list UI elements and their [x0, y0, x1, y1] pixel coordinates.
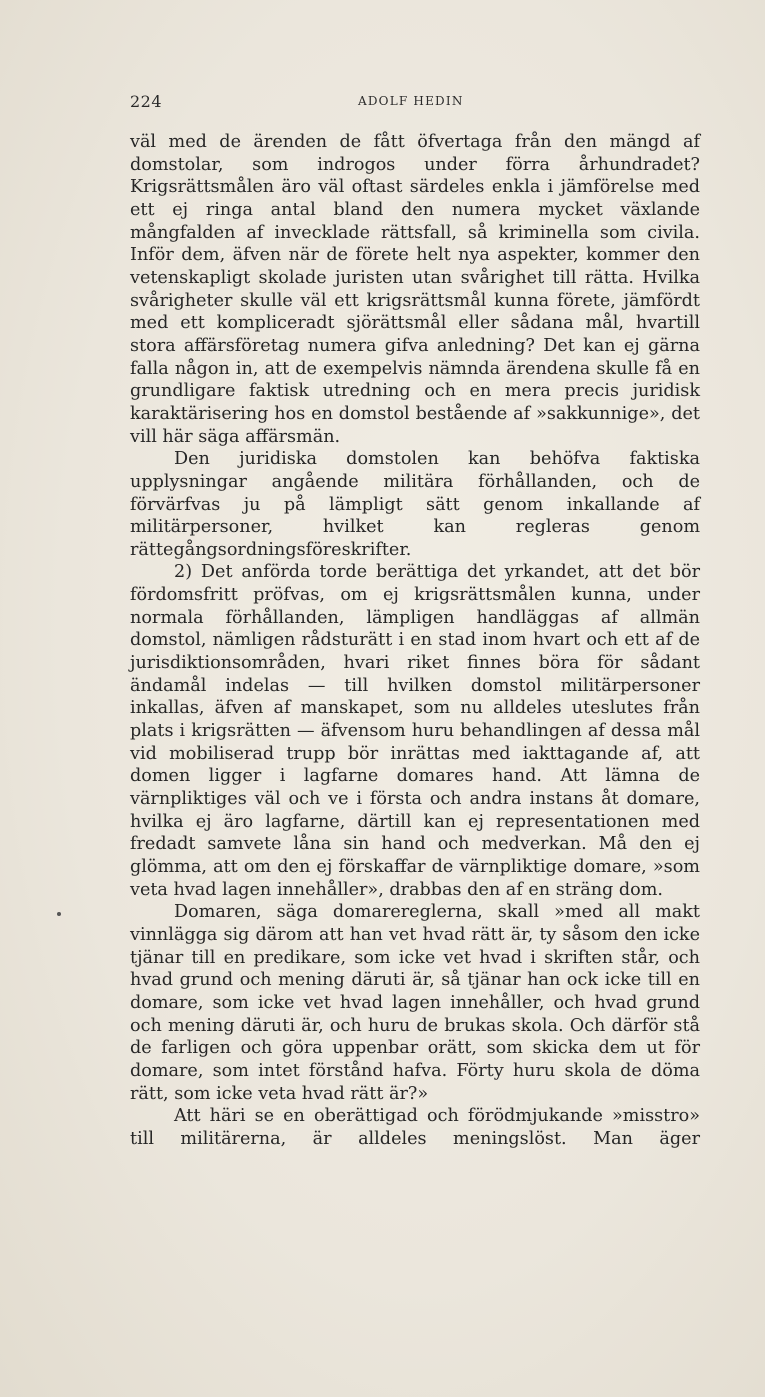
body-text — [130, 131, 700, 1151]
paragraph-4: Domaren, säga domarereglerna, skall »med all makt vinnlägga sig därom att han vet hvad rätt är, ty såsom den icke tjänar till en predikare, som icke vet hvad i skriften står, och hvad grund och mening däruti är, så tjänar han ock icke till en domare, som icke vet hvad lagen innehåller, och hvad grund och mening däruti är, och huru de brukas skola. Och därför stå de farligen och göra uppenbar orätt, som skicka dem ut för domare, som intet förstånd hafva. Förty huru skola de döma rätt, som icke veta hvad rätt är?» — [130, 902, 700, 1104]
running-head: ADOLF HEDIN — [358, 94, 464, 108]
paragraph-3: 2) Det anförda torde berättiga det yrkandet, att det bör fördomsfritt pröfvas, om ej krigsrättsmålen kunna, under normala förhållanden, lämpligen handläggas af allmän domstol, nämligen rådsturätt i en stad inom hvart och ett af de jurisdiktionsområden, hvari riket finnes böra för sådant ändamål indelas — till hvilken domstol militärpersoner inkallas, äfven af manskapet, som nu alldeles uteslutes från plats i krigsrätten — äfvensom huru behandlingen af dessa mål vid mobiliserad trupp bör inrättas med iakttagande af, att domen ligger i lagfarne domares hand. Att lämna de värnpliktiges väl och ve i första och andra instans åt domare, hvilka ej äro lagfarne, därtill kan ej representationen med fredadt samvete låna sin hand och medverkan. Må den ej glömma, att om den ej förskaffar de värnpliktige domare, »som veta hvad lagen innehåller», drabbas den af en sträng dom. — [130, 562, 700, 900]
margin-speck — [57, 912, 61, 916]
page-header — [130, 92, 700, 114]
paragraph-5: Att häri se en oberättigad och förödmjukande »misstro» till militärerna, är alldeles meningslöst. Man äger — [130, 1106, 700, 1149]
paragraph-1: väl med de ärenden de fått öfvertaga från den mängd af domstolar, som indrogos under förra århundradet? Krigsrättsmålen äro väl oftast särdeles enkla i jämförelse med ett ej ringa antal bland den numera mycket växlande mångfalden af invecklade rättsfall, så kriminella som civila. Inför dem, äfven när de förete helt nya aspekter, kommer den vetenskapligt skolade juristen utan svårighet till rätta. Hvilka svårigheter skulle väl ett krigsrättsmål kunna förete, jämfördt med ett kompliceradt sjörättsmål eller sådana mål, hvartill stora affärsföretag numera gifva anledning? Det kan ej gärna falla någon in, att de exempelvis nämnda ärendena skulle få en grundligare faktisk utredning och en mera precis juridisk karaktärisering hos en domstol bestående af »sakkunnige», det vill här säga affärsmän. — [130, 132, 700, 447]
paragraph-2: Den juridiska domstolen kan behöfva faktiska upplysningar angående militära förhållanden, och de förvärfvas ju på lämpligt sätt genom inkallande af militärpersoner, hvilket kan regleras genom rättegångsordningsföreskrifter. — [130, 449, 700, 560]
page-number: 224 — [130, 92, 163, 111]
